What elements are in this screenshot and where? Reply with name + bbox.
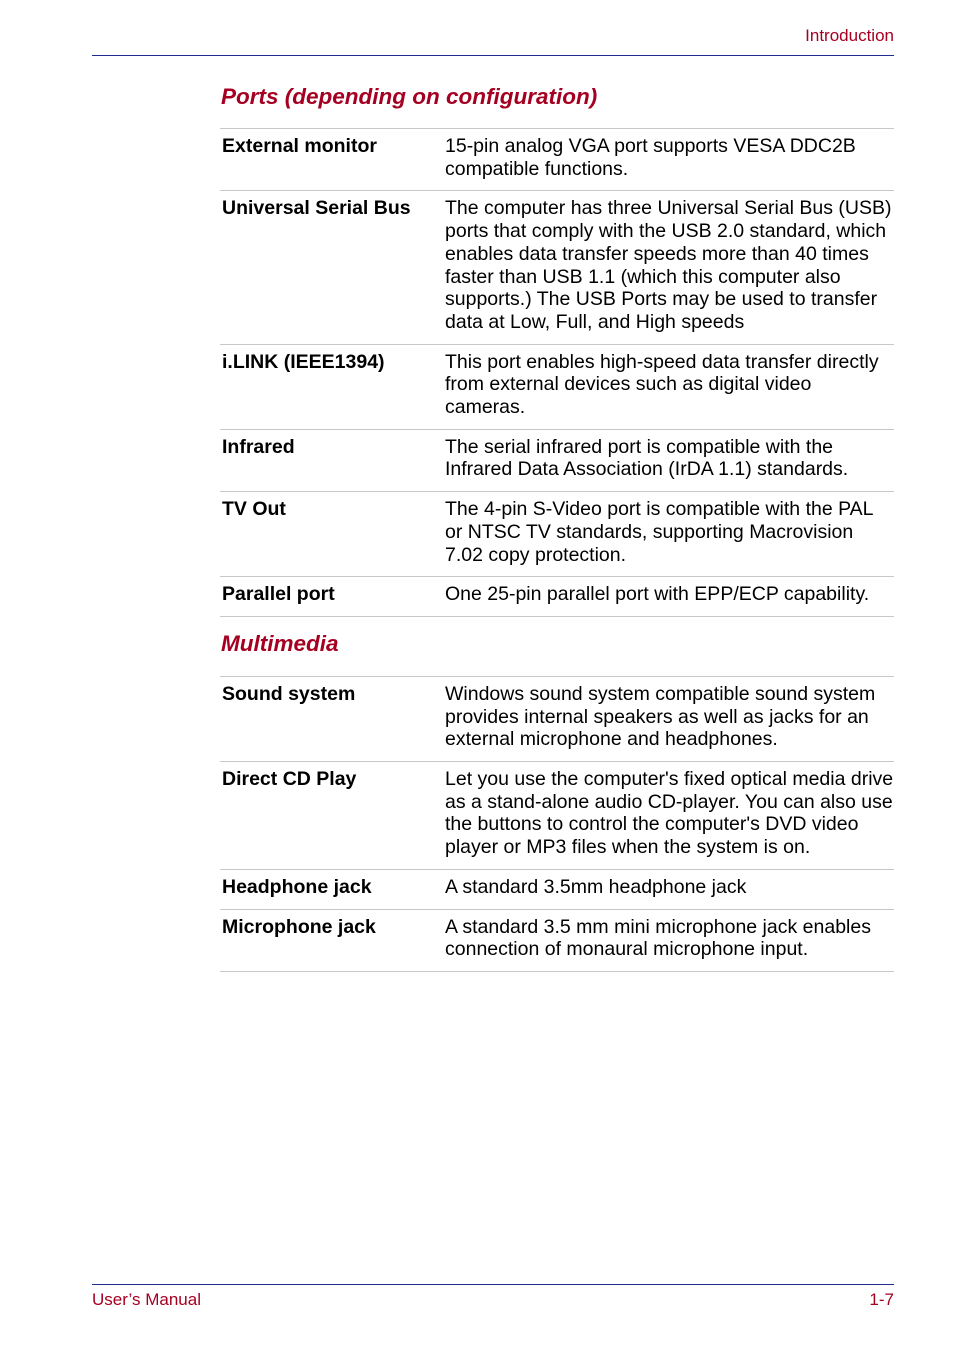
table-row <box>220 577 894 617</box>
row-term: i.LINK (IEEE1394) <box>222 350 385 373</box>
header-rule <box>92 55 894 56</box>
row-description: The computer has three Universal Serial Bus (USB) ports that comply with the USB 2.0 standard, which enables data transfer speeds more than 40 times faster than USB 1.1 (which this computer also supports.) The USB Ports may be used to transfer data at Low, Full, and High speeds <box>445 197 892 333</box>
row-term: Headphone jack <box>222 875 372 898</box>
row-description: The 4-pin S-Video port is compatible with the PAL or NTSC TV standards, supporting Macrovision 7.02 copy protection. <box>445 498 873 566</box>
multimedia-table <box>220 676 894 972</box>
footer-manual-title: User’s Manual <box>92 1290 201 1309</box>
row-description: This port enables high-speed data transfer directly from external devices such as digital video cameras. <box>445 350 879 419</box>
footer-rule <box>92 1284 894 1285</box>
row-description: 15-pin analog VGA port supports VESA DDC2B compatible functions. <box>445 135 856 180</box>
table-row <box>220 909 894 971</box>
table-row <box>220 429 894 491</box>
page-content <box>220 82 894 972</box>
row-description: A standard 3.5mm headphone jack <box>445 875 747 898</box>
row-description: A standard 3.5 mm mini microphone jack enables connection of monaural microphone input. <box>445 915 871 961</box>
row-description: Windows sound system compatible sound system provides internal speakers as well as jacks for an external microphone and headphones. <box>445 682 876 751</box>
table-row <box>220 676 894 761</box>
row-term: Universal Serial Bus <box>222 197 411 220</box>
row-term: Infrared <box>222 435 295 458</box>
row-description: One 25-pin parallel port with EPP/ECP capability. <box>445 583 870 606</box>
table-row <box>220 344 894 429</box>
row-term: Parallel port <box>222 583 335 606</box>
row-description: The serial infrared port is compatible with the Infrared Data Association (IrDA 1.1) standards. <box>445 435 849 481</box>
table-row <box>220 191 894 344</box>
table-row <box>220 869 894 909</box>
multimedia-heading: Multimedia <box>221 630 339 656</box>
ports-table <box>220 128 894 617</box>
row-description: Let you use the computer's fixed optical media drive as a stand-alone audio CD-player. You can also use the buttons to control the computer's DVD video player or MP3 files when the system is on. <box>445 768 894 859</box>
table-row <box>220 762 894 870</box>
row-term: Direct CD Play <box>222 768 357 791</box>
row-term: External monitor <box>222 135 377 157</box>
running-header-section: Introduction <box>805 26 894 45</box>
row-term: Sound system <box>222 682 356 705</box>
table-row <box>220 492 894 577</box>
page-number: 1-7 <box>869 1290 894 1309</box>
ports-heading: Ports (depending on configuration) <box>221 84 598 109</box>
row-term: TV Out <box>222 498 286 521</box>
row-term: Microphone jack <box>222 915 376 938</box>
table-row <box>220 129 894 191</box>
